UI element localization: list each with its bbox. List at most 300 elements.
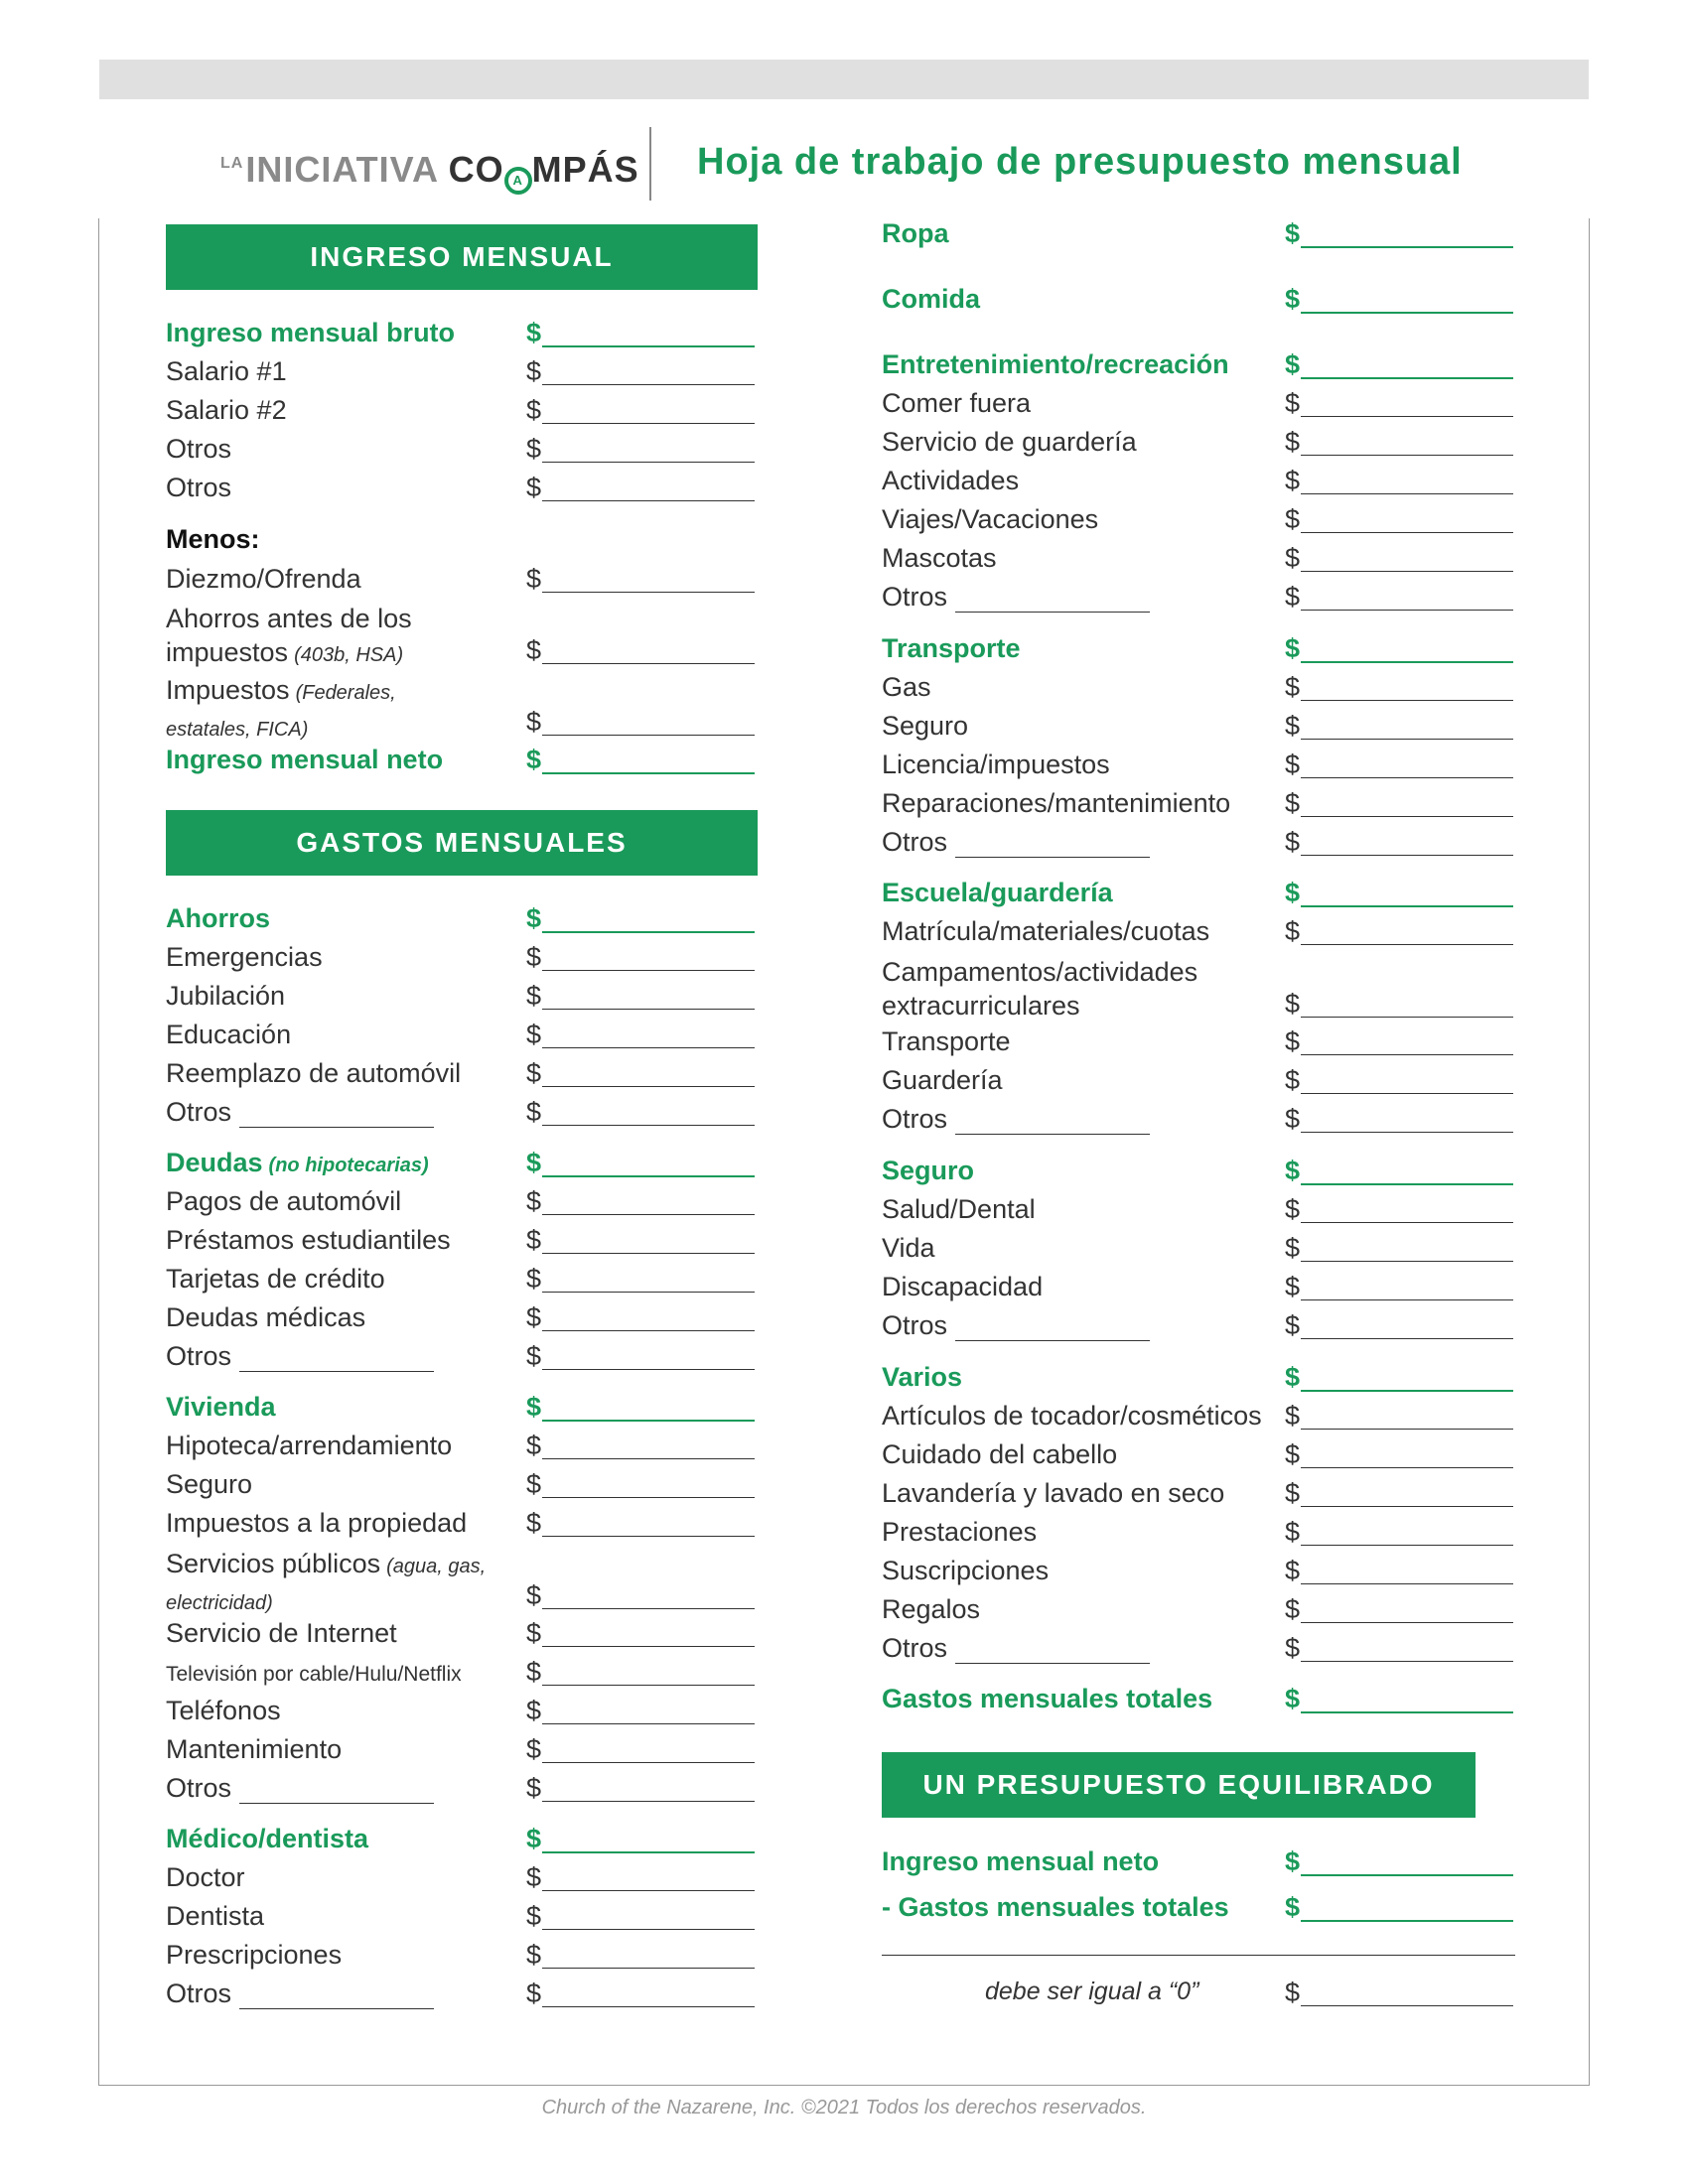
amount-input-line[interactable]: [542, 1536, 755, 1537]
budget-row: [882, 1684, 1517, 1722]
row-label: Regalos: [882, 1594, 981, 1624]
dollar-sign: $: [1285, 1846, 1301, 1876]
amount-input-line[interactable]: [1301, 1429, 1513, 1430]
budget-row: [882, 1065, 1517, 1104]
budget-row: [882, 1594, 1517, 1633]
row-label: Otros: [166, 434, 232, 464]
budget-row: [166, 903, 758, 942]
amount-input-line[interactable]: [542, 1458, 755, 1459]
dollar-sign: $: [526, 745, 542, 774]
amount-input-line[interactable]: [1301, 739, 1513, 740]
budget-row: [166, 1696, 758, 1734]
row-label: Otros: [166, 1097, 434, 1128]
dollar-sign: $: [1285, 284, 1301, 314]
budget-row: [882, 504, 1517, 543]
row-label: Seguro: [882, 711, 969, 741]
row-label: Impuestos (Federales, estatales, FICA): [166, 675, 396, 741]
budget-row: [166, 745, 758, 783]
amount-input-line[interactable]: [1301, 816, 1513, 817]
row-label: Diezmo/Ofrenda: [166, 564, 361, 594]
row-label: Deudas médicas: [166, 1302, 366, 1332]
amount-input-line[interactable]: [542, 1608, 755, 1609]
dollar-sign: $: [526, 395, 542, 425]
budget-row: [882, 1233, 1517, 1272]
budget-row: [882, 582, 1517, 620]
budget-row: [166, 1940, 758, 1979]
row-label: Ahorros: [166, 903, 271, 933]
dollar-sign: $: [1285, 633, 1301, 663]
row-label: Transporte: [882, 633, 1021, 663]
amount-input-line[interactable]: [542, 1175, 755, 1177]
row-label: Televisión por cable/Hulu/Netflix: [166, 1663, 462, 1686]
budget-row: [882, 1156, 1517, 1194]
other-description-field[interactable]: [955, 1316, 1150, 1341]
row-label: Otros: [166, 1979, 434, 2009]
iniciativa-compas-logo: $^{LA}$INICIATIVA CO A MPÁS: [220, 149, 639, 195]
dollar-sign: $: [1285, 750, 1301, 779]
budget-row: [882, 1104, 1517, 1143]
budget-row: [166, 1469, 758, 1508]
budget-row: [166, 602, 758, 667]
budget-row: [166, 395, 758, 434]
row-label: Suscripciones: [882, 1556, 1050, 1585]
budget-row: [882, 1272, 1517, 1310]
dollar-sign: $: [1285, 989, 1301, 1019]
amount-input-line[interactable]: [1301, 1390, 1513, 1392]
budget-row: [166, 434, 758, 473]
budget-row: [166, 318, 758, 356]
row-label: Otros: [882, 827, 1150, 858]
amount-input-line[interactable]: [542, 592, 755, 593]
row-label: Seguro: [882, 1156, 975, 1185]
amount-input-line[interactable]: [1301, 777, 1513, 778]
dollar-sign: $: [1285, 388, 1301, 418]
amount-input-line[interactable]: [542, 423, 755, 424]
dollar-sign: $: [526, 1020, 542, 1049]
dollar-sign: $: [1285, 1439, 1301, 1469]
amount-input-line[interactable]: [1301, 1017, 1513, 1018]
budget-row: [166, 1148, 758, 1186]
amount-input-line[interactable]: [542, 1723, 755, 1724]
dollar-sign: $: [1285, 349, 1301, 379]
row-label: Ingreso mensual neto: [166, 745, 444, 774]
row-label: Seguro: [166, 1469, 253, 1499]
dollar-sign: $: [1285, 1104, 1301, 1134]
budget-row: [882, 218, 1517, 257]
budget-row: [166, 1341, 758, 1380]
amount-input-line[interactable]: [1301, 1506, 1513, 1507]
amount-input-line[interactable]: [1301, 312, 1513, 314]
amount-input-line[interactable]: [1301, 1920, 1513, 1922]
amount-input-line[interactable]: [542, 970, 755, 971]
row-label: Reparaciones/mantenimiento: [882, 788, 1231, 818]
dollar-sign: $: [1285, 1478, 1301, 1508]
amount-input-line[interactable]: [542, 931, 755, 933]
amount-input-line[interactable]: [1301, 1545, 1513, 1546]
dollar-sign: $: [526, 1508, 542, 1538]
dollar-sign: $: [1285, 504, 1301, 534]
row-label: Gas: [882, 672, 931, 702]
dollar-sign: $: [526, 1696, 542, 1725]
dollar-sign: $: [526, 1734, 542, 1764]
row-label: Jubilación: [166, 981, 286, 1011]
dollar-sign: $: [1285, 1633, 1301, 1663]
budget-row: [882, 878, 1517, 916]
row-label: Otros: [882, 1104, 1150, 1135]
amount-input-line[interactable]: [542, 1762, 755, 1763]
amount-input-line[interactable]: [1301, 455, 1513, 456]
amount-input-line[interactable]: [1301, 377, 1513, 379]
row-label: Matrícula/materiales/cuotas: [882, 916, 1210, 946]
row-label: Actividades: [882, 466, 1020, 495]
row-label: Lavandería y lavado en seco: [882, 1478, 1225, 1508]
gastos-mensuales-banner: GASTOS MENSUALES: [166, 810, 758, 876]
row-label: Hipoteca/arrendamiento: [166, 1431, 453, 1460]
amount-input-line[interactable]: [542, 1851, 755, 1853]
dollar-sign: $: [526, 318, 542, 347]
amount-input-line[interactable]: [1301, 1132, 1513, 1133]
dollar-sign: $: [526, 1773, 542, 1803]
row-label: Ingreso mensual bruto: [166, 318, 456, 347]
dollar-sign: $: [526, 1058, 542, 1088]
dollar-sign: $: [1285, 1594, 1301, 1624]
dollar-sign: $: [526, 1618, 542, 1648]
amount-input-line[interactable]: [1301, 1093, 1513, 1094]
dollar-sign: $: [1285, 672, 1301, 702]
other-description-field[interactable]: [239, 1103, 434, 1128]
dollar-sign: $: [526, 1431, 542, 1460]
amount-input-line[interactable]: [542, 1009, 755, 1010]
amount-input-line[interactable]: [542, 1086, 755, 1087]
amount-input-line[interactable]: [542, 1801, 755, 1802]
dollar-sign: $: [1285, 1065, 1301, 1095]
row-label: Otros: [166, 473, 232, 502]
row-label: Ropa: [882, 218, 949, 248]
other-description-field[interactable]: [239, 1347, 434, 1372]
dollar-sign: $: [526, 1824, 542, 1853]
amount-input-line[interactable]: [1301, 610, 1513, 611]
amount-input-line[interactable]: [1301, 493, 1513, 494]
compass-icon: A: [504, 167, 532, 195]
budget-row: [882, 1517, 1517, 1556]
amount-input-line[interactable]: [1301, 1338, 1513, 1339]
dollar-sign: $: [1285, 1684, 1301, 1713]
amount-input-line[interactable]: [1301, 1261, 1513, 1262]
budget-row: [166, 981, 758, 1020]
amount-input-line[interactable]: [1301, 1711, 1513, 1713]
amount-input-line[interactable]: [542, 1968, 755, 1969]
dollar-sign: $: [1285, 1310, 1301, 1340]
amount-input-line[interactable]: [1301, 532, 1513, 533]
dollar-sign: $: [526, 473, 542, 502]
row-label: Servicio de Internet: [166, 1618, 397, 1648]
amount-input-line[interactable]: [542, 1253, 755, 1254]
row-label: Mascotas: [882, 543, 997, 573]
dollar-sign: $: [526, 1097, 542, 1127]
amount-input-line[interactable]: [1301, 1222, 1513, 1223]
dollar-sign: $: [1285, 827, 1301, 857]
row-label: Gastos mensuales totales: [882, 1684, 1213, 1713]
amount-input-line[interactable]: [1301, 1054, 1513, 1055]
budget-row: [166, 1431, 758, 1469]
budget-row: [166, 1020, 758, 1058]
balance-result-row: [882, 1978, 1517, 2016]
amount-input-line[interactable]: [1301, 416, 1513, 417]
dollar-sign: $: [1285, 427, 1301, 457]
row-label: Licencia/impuestos: [882, 750, 1110, 779]
dollar-sign: $: [526, 1302, 542, 1332]
amount-input-line[interactable]: [542, 1369, 755, 1370]
dollar-sign: $: [526, 707, 542, 737]
amount-input-line[interactable]: [542, 500, 755, 501]
amount-input-line[interactable]: [542, 1497, 755, 1498]
balance-separator: [882, 1955, 1515, 1956]
dollar-sign: $: [526, 635, 542, 665]
dollar-sign: $: [1285, 1233, 1301, 1263]
amount-input-line[interactable]: [542, 1420, 755, 1422]
amount-input-line[interactable]: [542, 1330, 755, 1331]
budget-row: [166, 1225, 758, 1264]
row-label: Servicios públicos (agua, gas, electricidad): [166, 1549, 487, 1614]
amount-input-line[interactable]: [542, 1929, 755, 1930]
row-label: Pagos de automóvil: [166, 1186, 402, 1216]
row-label: Préstamos estudiantiles: [166, 1225, 451, 1255]
amount-input-line[interactable]: [1301, 2005, 1513, 2006]
dollar-sign: $: [1285, 466, 1301, 495]
dollar-sign: $: [526, 1148, 542, 1177]
other-description-field[interactable]: [955, 1110, 1150, 1135]
budget-row: [166, 564, 758, 603]
row-label: Entretenimiento/recreación: [882, 349, 1229, 379]
amount-input-line[interactable]: [1301, 905, 1513, 907]
amount-input-line[interactable]: [1301, 1661, 1513, 1662]
other-description-field[interactable]: [955, 1639, 1150, 1664]
other-description-field[interactable]: [955, 833, 1150, 858]
budget-row: [882, 788, 1517, 827]
amount-input-line[interactable]: [1301, 1622, 1513, 1623]
page-title: Hoja de trabajo de presupuesto mensual: [697, 141, 1463, 183]
row-label: Artículos de tocador/cosméticos: [882, 1401, 1262, 1431]
amount-input-line[interactable]: [1301, 571, 1513, 572]
amount-input-line[interactable]: [1301, 1583, 1513, 1584]
dollar-sign: $: [1285, 1026, 1301, 1056]
row-label: Transporte: [882, 1026, 1011, 1056]
amount-input-line[interactable]: [542, 772, 755, 774]
budget-row: [882, 1401, 1517, 1439]
row-label: Prescripciones: [166, 1940, 343, 1970]
ingreso-mensual-banner: INGRESO MENSUAL: [166, 224, 758, 290]
budget-row: [882, 827, 1517, 866]
dollar-sign: $: [1285, 1194, 1301, 1224]
row-label: Teléfonos: [166, 1696, 281, 1725]
budget-row: [166, 942, 758, 981]
dollar-sign: $: [1285, 1978, 1301, 2007]
budget-row: [882, 543, 1517, 582]
dollar-sign: $: [526, 1657, 542, 1687]
budget-row: [882, 427, 1517, 466]
dollar-sign: $: [1285, 1892, 1301, 1922]
row-label: Varios: [882, 1362, 963, 1392]
dollar-sign: $: [1285, 1362, 1301, 1392]
budget-row: [882, 1194, 1517, 1233]
budget-row: [166, 1618, 758, 1657]
row-label: Campamentos/actividades extracurriculares: [882, 957, 1198, 1021]
budget-row: [166, 1547, 758, 1614]
dollar-sign: $: [1285, 582, 1301, 612]
budget-row: [166, 473, 758, 511]
page-header: [0, 119, 1688, 208]
row-label: Escuela/guardería: [882, 878, 1113, 907]
dollar-sign: $: [1285, 1156, 1301, 1185]
amount-input-line[interactable]: [542, 663, 755, 664]
budget-row: [882, 711, 1517, 750]
row-label: Comer fuera: [882, 388, 1032, 418]
row-label: Comida: [882, 284, 981, 314]
dollar-sign: $: [526, 1264, 542, 1294]
row-label: Reemplazo de automóvil: [166, 1058, 462, 1088]
budget-row: [882, 1846, 1517, 1885]
dollar-sign: $: [1285, 218, 1301, 248]
row-label: Emergencias: [166, 942, 323, 972]
amount-input-line[interactable]: [542, 1047, 755, 1048]
budget-row: [882, 916, 1517, 955]
budget-row: [882, 1439, 1517, 1478]
amount-input-line[interactable]: [1301, 700, 1513, 701]
budget-row: [166, 1734, 758, 1773]
row-label: Vivienda: [166, 1392, 276, 1422]
row-label: Mantenimiento: [166, 1734, 343, 1764]
dollar-sign: $: [526, 1862, 542, 1892]
budget-row: [166, 1508, 758, 1547]
dollar-sign: $: [526, 1469, 542, 1499]
amount-input-line[interactable]: [1301, 246, 1513, 248]
amount-input-line[interactable]: [542, 384, 755, 385]
dollar-sign: $: [526, 1225, 542, 1255]
other-description-field[interactable]: [955, 588, 1150, 613]
row-label: Ahorros antes de los impuestos (403b, HSA): [166, 604, 412, 667]
row-label: Dentista: [166, 1901, 265, 1931]
amount-input-line[interactable]: [542, 1292, 755, 1293]
budget-row: [166, 524, 758, 563]
row-label: Otros: [882, 582, 1150, 613]
amount-input-line[interactable]: [1301, 1467, 1513, 1468]
row-label: Guardería: [882, 1065, 1003, 1095]
row-label: Doctor: [166, 1862, 245, 1892]
row-label: Discapacidad: [882, 1272, 1044, 1301]
other-description-field[interactable]: [239, 1779, 434, 1804]
budget-row: [882, 466, 1517, 504]
dollar-sign: $: [526, 903, 542, 933]
copyright-footer: Church of the Nazarene, Inc. ©2021 Todos los derechos reservados.: [541, 2097, 1147, 2118]
dollar-sign: $: [526, 981, 542, 1011]
budget-row: [166, 1097, 758, 1136]
amount-input-line[interactable]: [1301, 1183, 1513, 1185]
amount-input-line[interactable]: [542, 1890, 755, 1891]
dollar-sign: $: [526, 1901, 542, 1931]
budget-row: [882, 633, 1517, 672]
dollar-sign: $: [526, 1392, 542, 1422]
row-label: Menos:: [166, 524, 260, 554]
amount-input-line[interactable]: [1301, 1299, 1513, 1300]
budget-row: [166, 1824, 758, 1862]
budget-row: [166, 1979, 758, 2017]
amount-input-line[interactable]: [542, 345, 755, 347]
amount-input-line[interactable]: [542, 462, 755, 463]
top-bar: [99, 60, 1589, 99]
amount-input-line[interactable]: [1301, 1874, 1513, 1876]
budget-row: [166, 356, 758, 395]
amount-input-line[interactable]: [542, 1685, 755, 1686]
amount-input-line[interactable]: [542, 2006, 755, 2007]
presupuesto-equilibrado-banner: UN PRESUPUESTO EQUILIBRADO: [882, 1752, 1476, 1818]
row-label: Ingreso mensual neto: [882, 1846, 1160, 1876]
budget-row: [882, 284, 1517, 323]
dollar-sign: $: [526, 1341, 542, 1371]
row-label: Salud/Dental: [882, 1194, 1036, 1224]
dollar-sign: $: [1285, 878, 1301, 907]
budget-row: [882, 1892, 1517, 1931]
row-label: Servicio de guardería: [882, 427, 1137, 457]
row-label: Médico/dentista: [166, 1824, 369, 1853]
amount-input-line[interactable]: [542, 1646, 755, 1647]
dollar-sign: $: [526, 1186, 542, 1216]
dollar-sign: $: [526, 356, 542, 386]
row-label: Salario #2: [166, 395, 287, 425]
budget-row: [166, 1657, 758, 1696]
amount-input-line[interactable]: [1301, 855, 1513, 856]
budget-row: [882, 1478, 1517, 1517]
row-label: Deudas (no hipotecarias): [166, 1148, 429, 1177]
row-label: Cuidado del cabello: [882, 1439, 1118, 1469]
budget-row: [166, 1302, 758, 1341]
other-description-field[interactable]: [239, 1984, 434, 2009]
budget-row: [882, 349, 1517, 388]
row-label: Otros: [166, 1341, 434, 1372]
row-label: Vida: [882, 1233, 935, 1263]
amount-input-line[interactable]: [1301, 661, 1513, 663]
amount-input-line[interactable]: [542, 735, 755, 736]
row-label: - Gastos mensuales totales: [882, 1892, 1229, 1922]
amount-input-line[interactable]: [1301, 944, 1513, 945]
amount-input-line[interactable]: [542, 1125, 755, 1126]
dollar-sign: $: [526, 434, 542, 464]
row-label: Prestaciones: [882, 1517, 1038, 1547]
dollar-sign: $: [526, 1580, 542, 1610]
budget-row: [882, 388, 1517, 427]
row-label: Impuestos a la propiedad: [166, 1508, 468, 1538]
dollar-sign: $: [1285, 916, 1301, 946]
amount-input-line[interactable]: [542, 1214, 755, 1215]
budget-row: [166, 673, 758, 741]
budget-row: [166, 1773, 758, 1812]
dollar-sign: $: [526, 564, 542, 594]
budget-row: [882, 1556, 1517, 1594]
row-label: Tarjetas de crédito: [166, 1264, 385, 1294]
budget-row: [166, 1058, 758, 1097]
dollar-sign: $: [1285, 1556, 1301, 1585]
budget-row: [166, 1862, 758, 1901]
row-label: Educación: [166, 1020, 292, 1049]
row-label: Salario #1: [166, 356, 287, 386]
budget-row: [166, 1901, 758, 1940]
dollar-sign: $: [526, 1940, 542, 1970]
budget-row: [166, 1264, 758, 1302]
row-label: Viajes/Vacaciones: [882, 504, 1099, 534]
row-label: Otros: [882, 1633, 1150, 1664]
budget-row: [882, 1026, 1517, 1065]
budget-row: [882, 1362, 1517, 1401]
dollar-sign: $: [1285, 1401, 1301, 1431]
